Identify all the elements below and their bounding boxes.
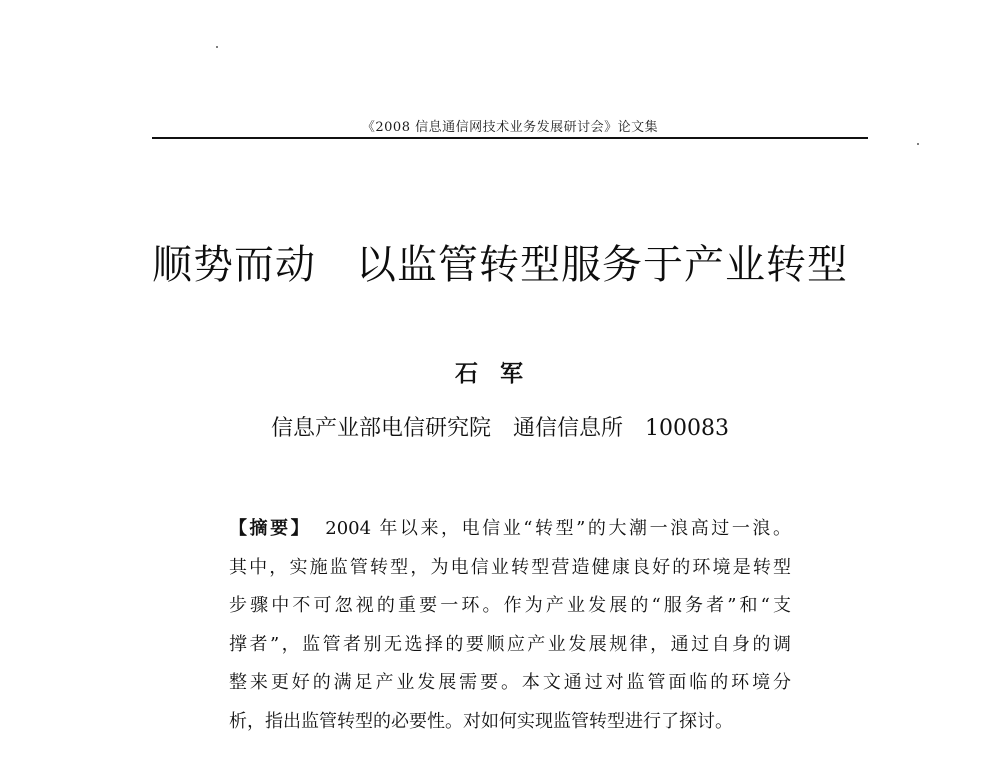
abstract-line	[229, 510, 791, 549]
abstract-line: 撑者”，监管者别无选择的要顺应产业发展规律，通过自身的调	[229, 633, 791, 655]
abstract-label: 【摘要】	[229, 518, 312, 539]
running-header: 《2008 信息通信网技术业务发展研讨会》论文集	[361, 120, 659, 135]
paper-title-part1: 顺势而动	[152, 242, 316, 288]
scan-speck	[216, 46, 218, 48]
affiliation-postcode: 100083	[645, 416, 729, 441]
paper-title	[0, 233, 1000, 290]
abstract-line: 步骤中不可忽视的重要一环。作为产业发展的“服务者”和“支	[229, 595, 791, 616]
affiliation-org: 信息产业部电信研究院	[270, 416, 491, 441]
abstract-line: 其中，实施监管转型，为电信业转型营造健康良好的环境是转型	[229, 556, 791, 578]
abstract-line: 整来更好的满足产业发展需要。本文通过对监管面临的环境分	[229, 672, 791, 693]
header-rule	[152, 137, 868, 139]
abstract-line: 析，指出监管转型的必要性。对如何实现监管转型进行了探讨。	[229, 710, 733, 732]
abstract-text: 2004 年以来，电信业“转型”的大潮一浪高过一浪。	[325, 518, 791, 539]
paper-title-part2: 以监管转型服务于产业转型	[356, 242, 848, 288]
affiliation-dept: 通信信息所	[513, 416, 624, 441]
author-affiliation	[0, 411, 1000, 442]
abstract-block	[229, 510, 791, 741]
author-name: 石军	[455, 360, 545, 387]
scan-speck	[917, 143, 919, 145]
